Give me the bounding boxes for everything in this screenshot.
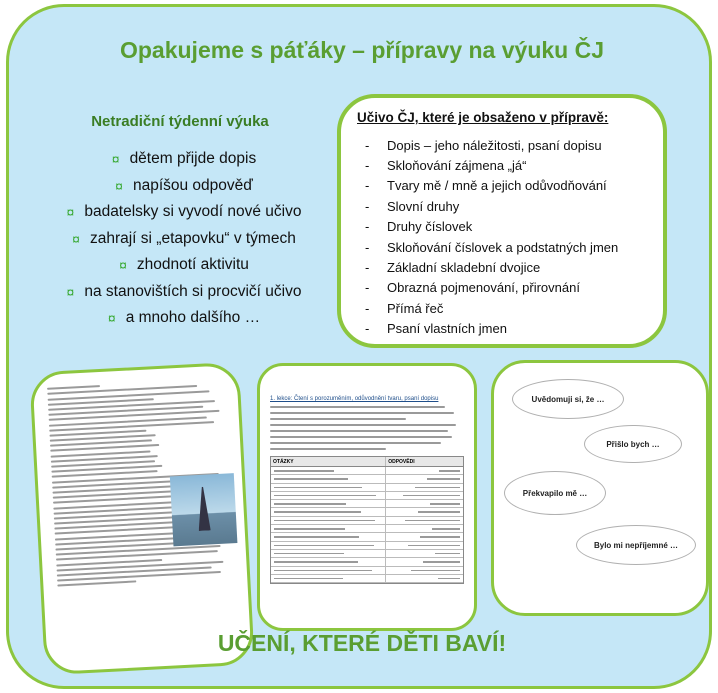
table-cell [386, 542, 463, 549]
text-line [274, 578, 343, 580]
curriculum-item [357, 176, 649, 196]
feature-text: zhodnotí aktivitu [136, 256, 249, 273]
text-line [274, 528, 345, 530]
curriculum-text: Psaní vlastních jmen [387, 321, 507, 337]
table-header-answers: ODPOVĚDI [388, 459, 415, 465]
table-cell [386, 484, 463, 491]
curriculum-item [357, 319, 649, 339]
table-cell [386, 550, 463, 557]
dash-icon: - [365, 158, 370, 174]
questions-table [270, 456, 464, 584]
curriculum-item [357, 217, 649, 237]
table-row [271, 467, 463, 475]
feature-text: zahrají si „etapovku“ v týmech [89, 229, 296, 247]
table-row [271, 500, 463, 508]
text-line [274, 511, 361, 513]
table-row [271, 550, 463, 558]
table-cell [386, 575, 463, 582]
table-cell [271, 567, 386, 574]
speech-bubble: Uvědomuji si, že … [512, 379, 624, 419]
text-line [47, 385, 100, 390]
table-cell [271, 500, 386, 507]
text-line [274, 495, 376, 497]
text-line [405, 520, 460, 522]
feature-text: a mnoho dalšího … [125, 309, 261, 326]
table-row [271, 542, 463, 550]
text-line [435, 553, 460, 555]
table-cell [386, 558, 463, 565]
table-cell [271, 550, 386, 557]
bullet-icon: ¤ [107, 310, 116, 326]
text-line [270, 424, 456, 426]
feature-item [29, 146, 339, 172]
bullet-icon: ¤ [66, 204, 75, 220]
text-line [270, 412, 454, 414]
dash-icon: - [365, 260, 370, 276]
text-line [270, 418, 406, 420]
table-header-questions: OTÁZKY [271, 457, 386, 466]
table-row [271, 508, 463, 516]
text-line [274, 520, 375, 522]
feature-item [29, 252, 339, 278]
eiffel-tower-photo [170, 473, 238, 546]
curriculum-heading: Učivo ČJ, které je obsaženo v přípravě: [357, 110, 609, 125]
worksheet-thumbnail [257, 363, 477, 631]
speech-bubble: Přišlo bych … [584, 425, 682, 463]
dash-icon: - [365, 300, 370, 316]
curriculum-box [337, 94, 667, 348]
text-line [438, 578, 460, 580]
table-cell [271, 467, 386, 474]
reflection-thumbnail [491, 360, 709, 616]
feature-text: badatelsky si vyvodí nové učivo [84, 203, 302, 220]
dash-icon: - [365, 280, 370, 296]
feature-text: napíšou odpověď [132, 176, 253, 194]
table-row [271, 484, 463, 492]
curriculum-item [357, 155, 649, 175]
table-header [271, 457, 463, 467]
text-line [274, 553, 344, 555]
table-cell [386, 475, 463, 482]
text-line [439, 470, 460, 472]
curriculum-text: Obrazná pojmenování, přirovnání [387, 280, 580, 296]
curriculum-item [357, 196, 649, 216]
speech-bubble: Bylo mi nepříjemné … [576, 525, 696, 565]
feature-item [29, 226, 339, 252]
curriculum-item [357, 237, 649, 257]
table-cell [271, 533, 386, 540]
bullet-icon: ¤ [66, 283, 75, 300]
text-line [418, 511, 460, 513]
table-cell [271, 575, 386, 582]
curriculum-item [357, 135, 649, 155]
dash-icon: - [365, 219, 370, 235]
dash-icon: - [365, 198, 370, 214]
text-line [270, 448, 386, 450]
speech-bubble: Překvapilo mě … [504, 471, 606, 515]
table-cell [271, 558, 386, 565]
curriculum-text: Skloňování zájmena „já“ [387, 158, 527, 174]
table-row [271, 567, 463, 575]
table-cell [386, 492, 463, 499]
text-line [274, 561, 358, 563]
text-line [430, 503, 460, 505]
text-line [270, 436, 452, 438]
table-cell [386, 500, 463, 507]
eiffel-tower-icon [196, 486, 210, 531]
curriculum-text: Dopis – jeho náležitosti, psaní dopisu [387, 137, 602, 153]
text-line [427, 478, 460, 480]
text-line [270, 442, 441, 444]
feature-item [29, 279, 339, 305]
page-title: Opakujeme s páťáky – přípravy na výuku ČJ [119, 37, 605, 63]
table-cell [386, 533, 463, 540]
curriculum-list [357, 135, 649, 339]
feature-text: na stanovištích si procvičí učivo [84, 282, 302, 300]
table-cell [271, 517, 386, 524]
dash-icon: - [365, 137, 370, 153]
text-line [274, 545, 374, 547]
table-row [271, 492, 463, 500]
text-line [411, 570, 460, 572]
feature-text: dětem přijde dopis [129, 150, 257, 167]
text-line [270, 406, 445, 408]
table-row [271, 475, 463, 483]
letter-thumbnail [29, 362, 255, 676]
text-line [57, 581, 136, 587]
bullet-icon: ¤ [119, 257, 127, 273]
dash-icon: - [365, 178, 370, 194]
curriculum-text: Přímá řeč [387, 300, 444, 316]
text-line [420, 536, 460, 538]
table-cell [271, 475, 386, 482]
table-rows [271, 467, 463, 583]
features-section [29, 113, 339, 332]
text-line [403, 495, 460, 497]
table-cell [271, 525, 386, 532]
feature-list [29, 146, 339, 331]
text-line [274, 503, 346, 505]
table-cell [271, 484, 386, 491]
worksheet-text-lines [270, 406, 464, 450]
text-line [274, 470, 334, 472]
table-cell [271, 492, 386, 499]
curriculum-item [357, 298, 649, 318]
bullet-icon: ¤ [115, 177, 123, 194]
curriculum-text: Tvary mě / mně a jejich odůvodňování [387, 178, 607, 194]
bullet-icon: ¤ [72, 230, 80, 247]
curriculum-text: Slovní druhy [387, 198, 460, 214]
dash-icon: - [365, 239, 370, 255]
text-line [270, 430, 448, 432]
text-line [415, 487, 460, 489]
table-cell [386, 525, 463, 532]
curriculum-text: Druhy číslovek [387, 219, 473, 235]
text-line [274, 487, 362, 489]
table-row [271, 525, 463, 533]
table-cell [386, 517, 463, 524]
text-line [408, 545, 460, 547]
text-line [274, 536, 359, 538]
table-row [271, 575, 463, 583]
text-line [423, 561, 460, 563]
worksheet-heading: 1. lekce: Čtení s porozuměním, odůvodnění tvaru, psaní dopisu [270, 396, 439, 402]
table-cell [386, 567, 463, 574]
curriculum-text: Skloňování číslovek a podstatných jmen [387, 239, 619, 255]
table-cell [271, 508, 386, 515]
curriculum-item [357, 278, 649, 298]
feature-item [29, 305, 339, 331]
table-cell [271, 542, 386, 549]
table-cell [386, 508, 463, 515]
curriculum-text: Základní skladební dvojice [387, 260, 541, 276]
text-line [432, 528, 460, 530]
feature-item [29, 199, 339, 225]
feature-item [29, 173, 339, 199]
bullet-icon: ¤ [111, 151, 120, 167]
curriculum-item [357, 257, 649, 277]
features-heading: Netradiční týdenní výuka [91, 113, 269, 130]
table-row [271, 533, 463, 541]
text-line [274, 478, 348, 480]
dash-icon: - [365, 321, 370, 337]
footer-slogan: UČENÍ, KTERÉ DĚTI BAVÍ! [217, 630, 507, 656]
text-line [274, 570, 372, 572]
table-cell [386, 467, 463, 474]
table-row [271, 517, 463, 525]
poster [6, 4, 712, 689]
table-row [271, 558, 463, 566]
